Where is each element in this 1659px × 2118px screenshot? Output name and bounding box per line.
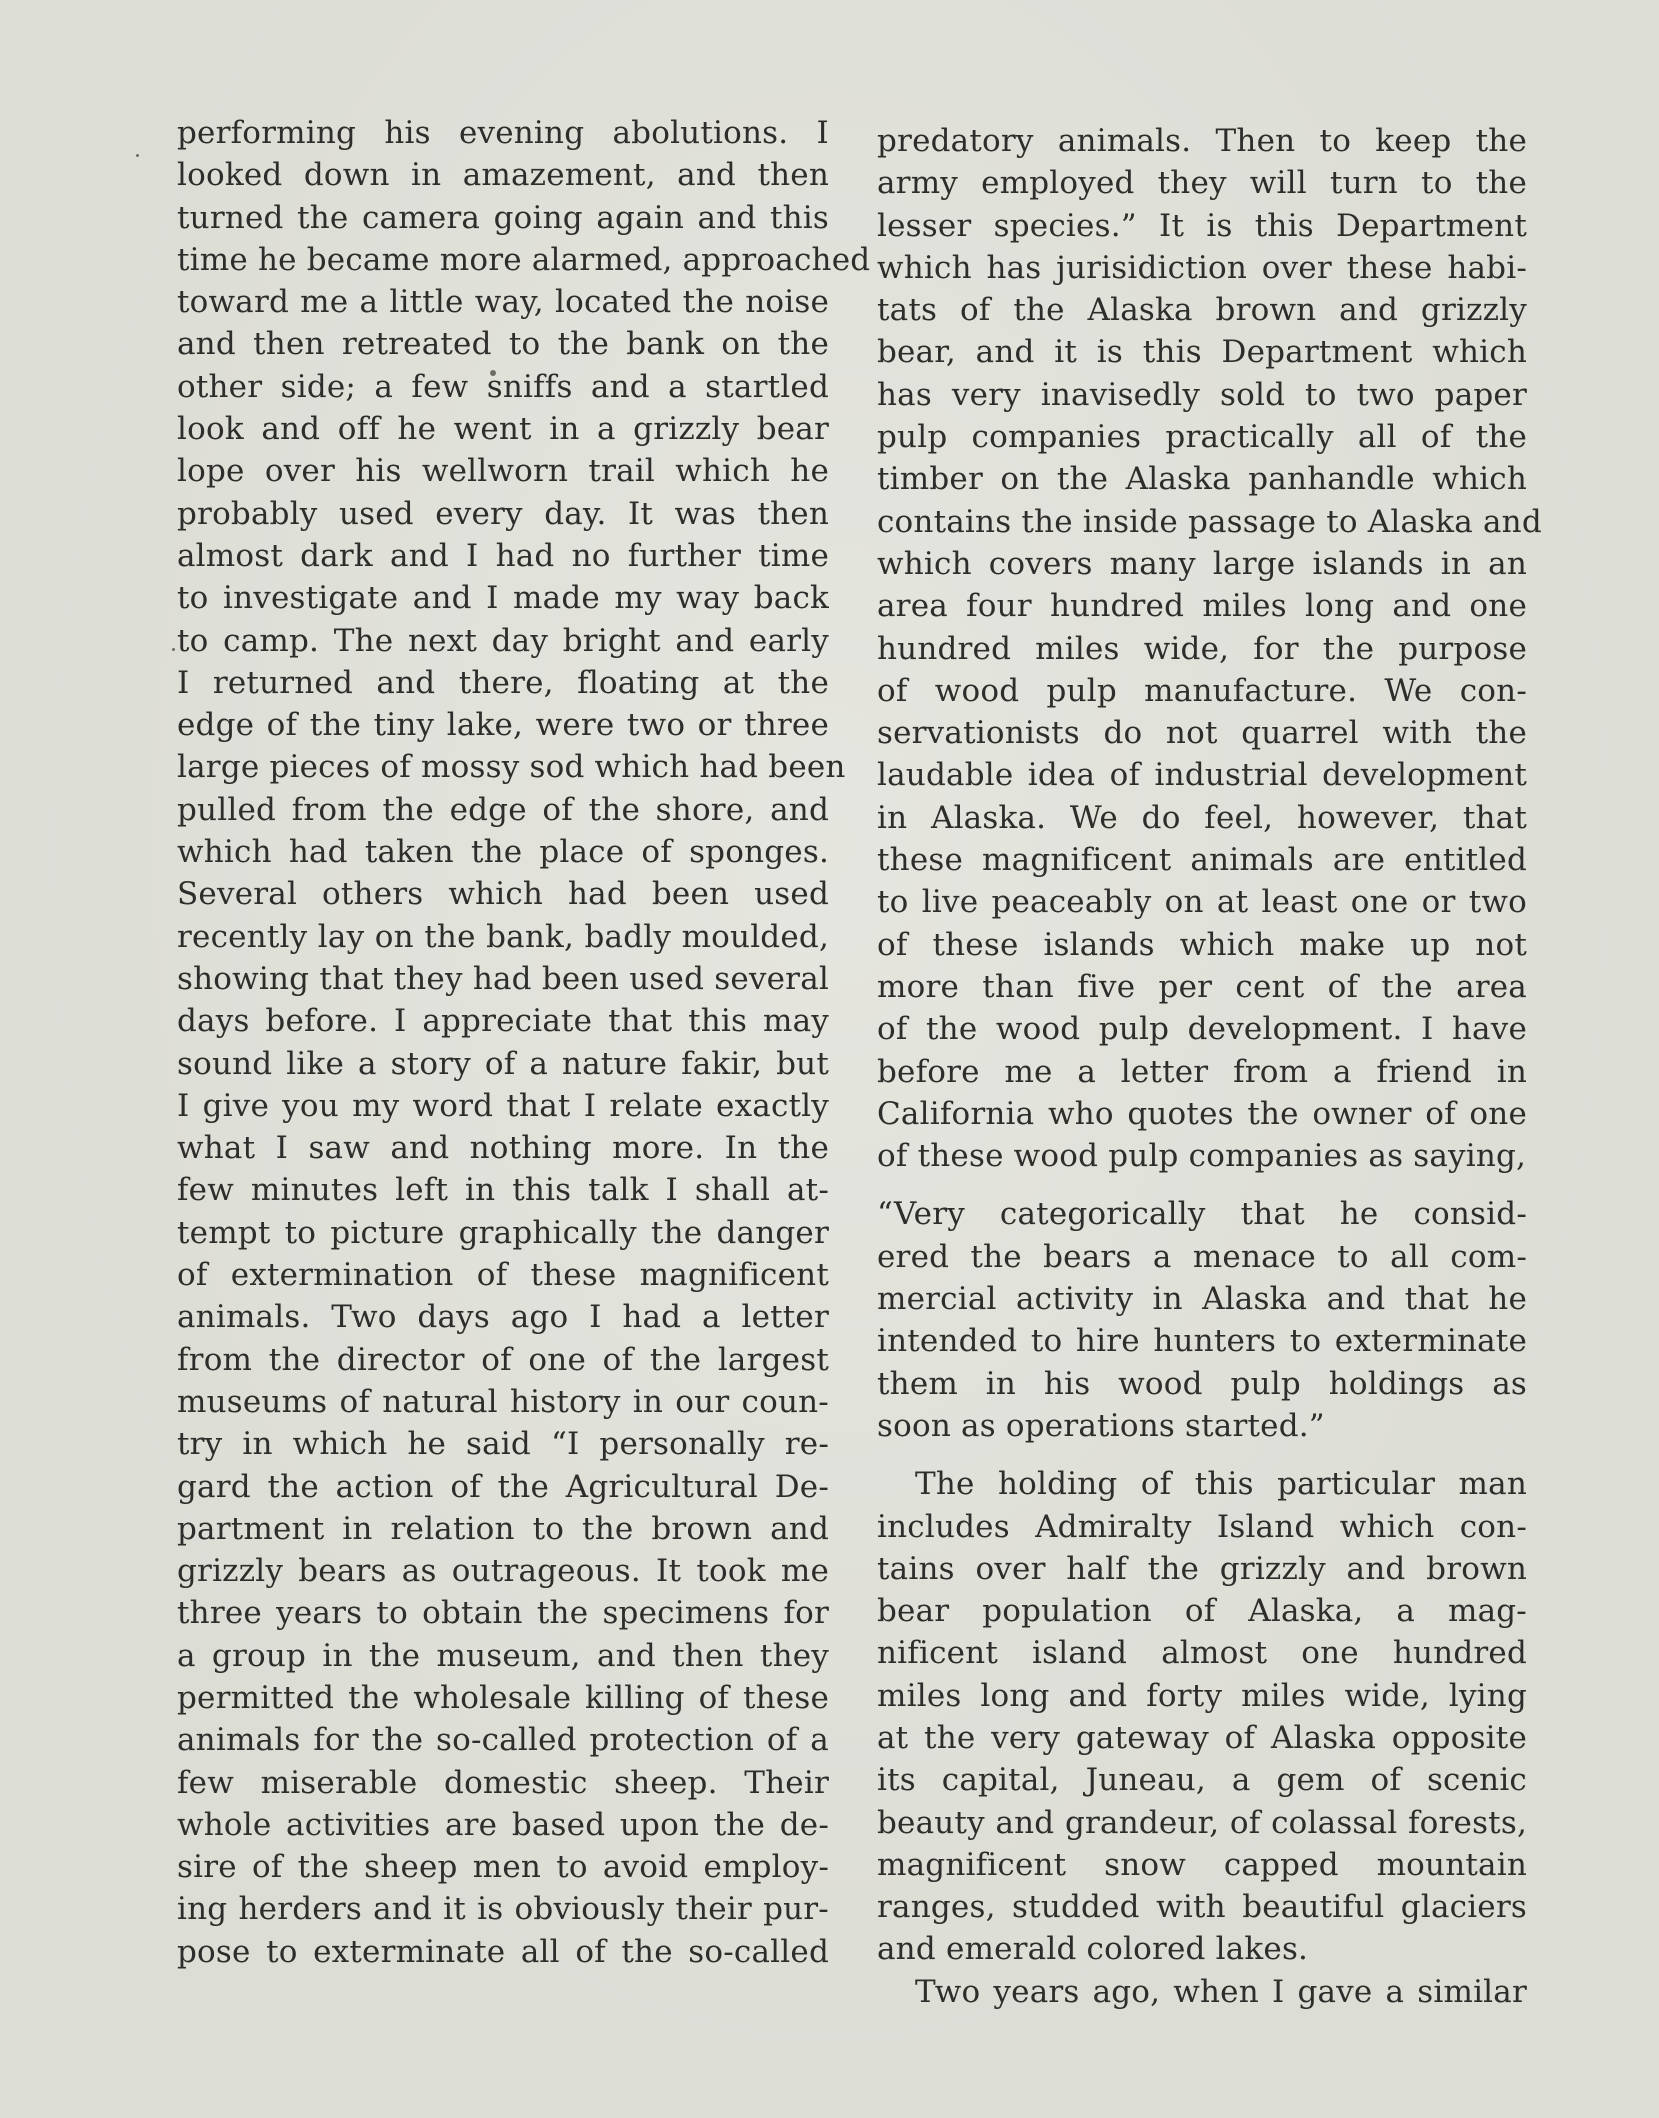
text-line: and emerald colored lakes. bbox=[877, 1931, 1309, 1968]
text-line: Two years ago, when I gave a similar bbox=[915, 1973, 1527, 2010]
paragraph-3 bbox=[877, 1971, 1527, 2013]
text-line: days before. I appreciate that this may bbox=[177, 1003, 829, 1040]
text-line: almost dark and I had no further time bbox=[177, 537, 829, 574]
text-line: contains the inside passage to Alaska and bbox=[877, 503, 1542, 540]
text-line: lesser species.” It is this Department bbox=[877, 207, 1527, 244]
left-column bbox=[177, 112, 871, 1973]
quote-block bbox=[877, 1193, 1527, 1447]
text-line: few minutes left in this talk I shall at- bbox=[177, 1172, 829, 1209]
text-line: ranges, studded with beautiful glaciers bbox=[877, 1889, 1527, 1926]
text-line: mercial activity in Alaska and that he bbox=[877, 1281, 1527, 1318]
text-line: Several others which had been used bbox=[177, 876, 829, 913]
text-line: at the very gateway of Alaska opposite bbox=[877, 1719, 1527, 1756]
text-line: army employed they will turn to the bbox=[877, 165, 1527, 202]
text-line: ing herders and it is obviously their pur- bbox=[177, 1891, 829, 1928]
text-line: and then retreated to the bank on the bbox=[177, 326, 829, 363]
text-line: animals for the so-called protection of a bbox=[177, 1722, 829, 1759]
text-line: tains over half the grizzly and brown bbox=[877, 1550, 1527, 1587]
text-line: pulp companies practically all of the bbox=[877, 419, 1527, 456]
text-line: of these wood pulp companies as saying, bbox=[877, 1138, 1527, 1175]
text-line: from the director of one of the largest bbox=[177, 1341, 829, 1378]
text-line: ered the bears a menace to all com- bbox=[877, 1238, 1527, 1275]
text-line: sire of the sheep men to avoid employ- bbox=[177, 1849, 829, 1886]
text-line: other side; a few sniffs and a startled bbox=[177, 368, 829, 405]
text-line: a group in the museum, and then they bbox=[177, 1637, 829, 1674]
text-line: before me a letter from a friend in bbox=[877, 1053, 1527, 1090]
text-line: tats of the Alaska brown and grizzly bbox=[877, 292, 1527, 329]
text-line: area four hundred miles long and one bbox=[877, 588, 1527, 625]
text-line: sound like a story of a nature fakir, but bbox=[177, 1045, 829, 1082]
text-line: of the wood pulp development. I have bbox=[877, 1011, 1527, 1048]
text-line: of extermination of these magnificent bbox=[177, 1257, 829, 1294]
text-line: these magnificent animals are entitled bbox=[877, 842, 1527, 879]
text-line: predatory animals. Then to keep the bbox=[877, 123, 1527, 159]
text-line: bear population of Alaska, a mag- bbox=[877, 1593, 1527, 1630]
text-line: beauty and grandeur, of colassal forests, bbox=[877, 1804, 1527, 1841]
text-line: includes Admiralty Island which con- bbox=[877, 1508, 1527, 1545]
text-line: of these islands which make up not bbox=[877, 926, 1527, 963]
text-line: tempt to picture graphically the danger bbox=[177, 1214, 829, 1251]
text-line: gard the action of the Agricultural De- bbox=[177, 1468, 829, 1505]
text-line: its capital, Juneau, a gem of scenic bbox=[877, 1762, 1527, 1799]
text-line: of wood pulp manufacture. We con- bbox=[877, 672, 1527, 709]
right-column bbox=[877, 120, 1542, 2013]
text-line: timber on the Alaska panhandle which bbox=[877, 461, 1527, 498]
text-line: The holding of this particular man bbox=[915, 1466, 1527, 1503]
text-line: in Alaska. We do feel, however, that bbox=[877, 799, 1527, 836]
text-line: lope over his wellworn trail which he bbox=[177, 453, 829, 490]
text-line: which has jurisidiction over these habi- bbox=[877, 249, 1527, 286]
text-line: them in his wood pulp holdings as bbox=[877, 1365, 1527, 1402]
text-line: looked down in amazement, and then bbox=[177, 157, 829, 194]
text-line: to investigate and I made my way back bbox=[177, 580, 829, 617]
text-line: probably used every day. It was then bbox=[177, 495, 829, 532]
text-line: grizzly bears as outrageous. It took me bbox=[177, 1553, 829, 1590]
text-line: hundred miles wide, for the purpose bbox=[877, 630, 1527, 667]
text-line: I returned and there, floating at the bbox=[177, 664, 829, 701]
text-line: large pieces of mossy sod which had been bbox=[177, 749, 846, 786]
print-speck bbox=[136, 154, 139, 157]
text-line: has very inavisedly sold to two paper bbox=[877, 376, 1527, 413]
text-line: turned the camera going again and this bbox=[177, 199, 829, 236]
text-line: whole activities are based upon the de- bbox=[177, 1806, 829, 1843]
text-line: few miserable domestic sheep. Their bbox=[177, 1764, 829, 1801]
text-line: toward me a little way, located the noise bbox=[177, 284, 829, 321]
text-line: pose to exterminate all of the so-called bbox=[177, 1933, 829, 1970]
text-line: California who quotes the owner of one bbox=[877, 1095, 1527, 1132]
text-line: magnificent snow capped mountain bbox=[877, 1846, 1527, 1883]
text-line: nificent island almost one hundred bbox=[877, 1635, 1527, 1672]
text-line: try in which he said “I personally re- bbox=[177, 1426, 829, 1463]
text-line: bear, and it is this Department which bbox=[877, 334, 1527, 371]
paragraph-2 bbox=[877, 1463, 1527, 1971]
text-line: servationists do not quarrel with the bbox=[877, 715, 1527, 752]
text-line: permitted the wholesale killing of these bbox=[177, 1679, 829, 1716]
text-line: “Very categorically that he consid- bbox=[877, 1196, 1527, 1233]
text-line: more than five per cent of the area bbox=[877, 968, 1527, 1005]
text-line: partment in relation to the brown and bbox=[177, 1510, 829, 1547]
text-line: soon as operations started.” bbox=[877, 1407, 1325, 1444]
text-line: to camp. The next day bright and early bbox=[177, 622, 829, 659]
text-line: recently lay on the bank, badly moulded, bbox=[177, 918, 829, 955]
text-line: pulled from the edge of the shore, and bbox=[177, 791, 829, 828]
text-line: showing that they had been used several bbox=[177, 960, 829, 997]
text-line: miles long and forty miles wide, lying bbox=[877, 1677, 1527, 1714]
text-line: three years to obtain the specimens for bbox=[177, 1595, 829, 1632]
text-line: edge of the tiny lake, were two or three bbox=[177, 707, 829, 744]
text-line: animals. Two days ago I had a letter bbox=[177, 1299, 829, 1336]
text-line: which covers many large islands in an bbox=[877, 545, 1527, 582]
paragraph-1 bbox=[877, 120, 1542, 1177]
print-speck bbox=[172, 648, 175, 651]
text-line: laudable idea of industrial development bbox=[877, 757, 1527, 794]
text-line: I give you my word that I relate exactly bbox=[177, 1087, 829, 1124]
text-line: time he became more alarmed, approached bbox=[177, 241, 871, 278]
text-line: performing his evening abolutions. I bbox=[177, 115, 829, 151]
text-line: intended to hire hunters to exterminate bbox=[877, 1323, 1527, 1360]
text-line: to live peaceably on at least one or two bbox=[877, 884, 1527, 921]
text-line: which had taken the place of sponges. bbox=[177, 834, 829, 871]
text-line: what I saw and nothing more. In the bbox=[177, 1130, 829, 1167]
text-line: look and off he went in a grizzly bear bbox=[177, 411, 829, 448]
text-line: museums of natural history in our coun- bbox=[177, 1383, 829, 1420]
